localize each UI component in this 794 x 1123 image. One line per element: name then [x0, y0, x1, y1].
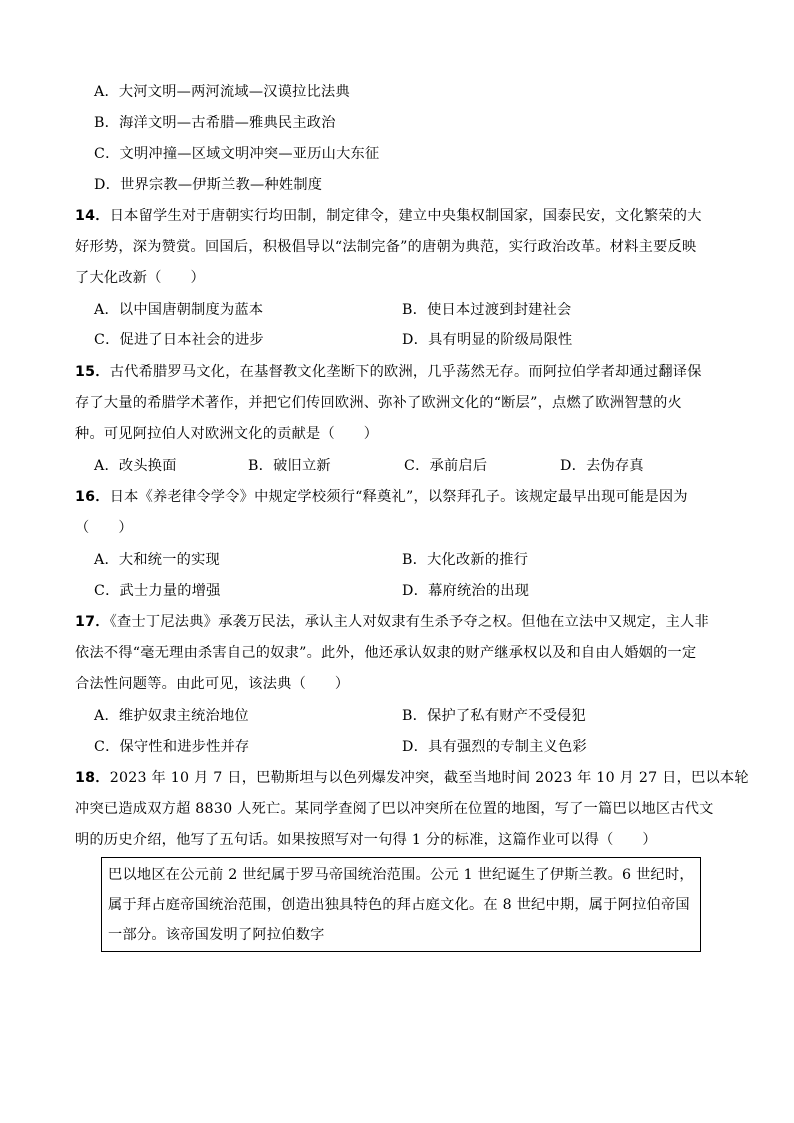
q15-option-d: D．去伪存真: [560, 458, 644, 474]
q16-option-a: A．大和统一的实现: [94, 552, 220, 568]
q18-number: 18．: [75, 770, 110, 786]
q14-option-d: D．具有明显的阶级局限性: [402, 332, 573, 348]
q15-option-a: A．改头换面: [94, 458, 177, 474]
q18-stem-line-3: 明的历史介绍，他写了五句话。如果按照写对一句得 1 分的标准，这篇作业可以得（ ）: [75, 832, 657, 848]
q16-stem-line-1: 16．日本《养老律令学令》中规定学校须行“释奠礼”，以祭拜孔子。该规定最早出现可能是因为: [75, 489, 688, 505]
q18-stem-line-2: 冲突已造成双方超 8830 人死亡。某同学查阅了巴以冲突所在位置的地图，写了一篇巴以地区古代文: [75, 801, 714, 817]
q18-material-box: [101, 857, 701, 952]
q13-option-c: C．文明冲撞—区域文明冲突—亚历山大东征: [94, 146, 380, 162]
q15-stem-line-2: 存了大量的希腊学术著作，并把它们传回欧洲、弥补了欧洲文化的“断层”，点燃了欧洲智慧的火: [75, 395, 682, 411]
q15-stem-line-1: 15．古代希腊罗马文化，在基督教文化垄断下的欧洲，几乎荡然无存。而阿拉伯学者却通过翻译保: [75, 364, 702, 380]
q15-number: 15．: [75, 364, 110, 380]
q16-option-d: D．幕府统治的出现: [402, 583, 530, 599]
q17-number: 17．: [75, 614, 110, 630]
q14-option-c: C．促进了日本社会的进步: [94, 332, 264, 348]
q18-box-line-2: 属于拜占庭帝国统治范围，创造出独具特色的拜占庭文化。在 8 世纪中期，属于阿拉伯帝国: [108, 897, 690, 913]
q14-stem-line-2: 好形势，深为赞赏。回国后，积极倡导以“法制完备”的唐朝为典范，实行政治改革。材料主要反映: [75, 239, 697, 255]
q16-stem-line-2: （ ）: [75, 520, 133, 536]
q14-option-a: A．以中国唐朝制度为蓝本: [94, 302, 264, 318]
q13-option-a: A．大河文明—两河流域—汉谟拉比法典: [94, 84, 350, 100]
q13-option-d: D．世界宗教—伊斯兰教—种姓制度: [94, 177, 323, 193]
q13-option-b: B．海洋文明—古希腊—雅典民主政治: [94, 115, 336, 131]
q15-option-c: C．承前启后: [404, 458, 488, 474]
q14-number: 14．: [75, 208, 110, 224]
q14-stem-line-3: 了大化改新（ ）: [75, 270, 205, 286]
q17-option-a: A．维护奴隶主统治地位: [94, 708, 249, 724]
q16-option-b: B．大化改新的推行: [402, 552, 529, 568]
q17-stem-line-3: 合法性问题等。由此可见，该法典（ ）: [75, 676, 350, 692]
q18-box-line-3: 一部分。该帝国发明了阿拉伯数字: [108, 927, 325, 943]
q17-option-b: B．保护了私有财产不受侵犯: [402, 708, 586, 724]
q16-number: 16．: [75, 489, 110, 505]
q14-option-b: B．使日本过渡到封建社会: [402, 302, 572, 318]
q17-stem-line-2: 依法不得“毫无理由杀害自己的奴隶”。此外，他还承认奴隶的财产继承权以及和自由人婚姻的一定: [75, 645, 697, 661]
q15-stem-line-3: 种。可见阿拉伯人对欧洲文化的贡献是（ ）: [75, 426, 379, 442]
q18-box-line-1: 巴以地区在公元前 2 世纪属于罗马帝国统治范围。公元 1 世纪诞生了伊斯兰教。6 世纪时，: [108, 867, 694, 883]
q17-stem-line-1: 17．《查士丁尼法典》承袭万民法，承认主人对奴隶有生杀予夺之权。但他在立法中又规定，主人非: [75, 614, 709, 630]
q17-option-d: D．具有强烈的专制主义色彩: [402, 739, 587, 755]
q17-option-c: C．保守性和进步性并存: [94, 739, 250, 755]
q18-stem-line-1: 18．2023 年 10 月 7 日，巴勒斯坦与以色列爆发冲突，截至当地时间 2023 年 10 月 27 日，巴以本轮: [75, 770, 749, 786]
q14-stem-line-1: 14．日本留学生对于唐朝实行均田制，制定律令，建立中央集权制国家，国泰民安，文化繁荣的大: [75, 208, 702, 224]
q15-option-b: B．破旧立新: [248, 458, 331, 474]
q16-option-c: C．武士力量的增强: [94, 583, 221, 599]
